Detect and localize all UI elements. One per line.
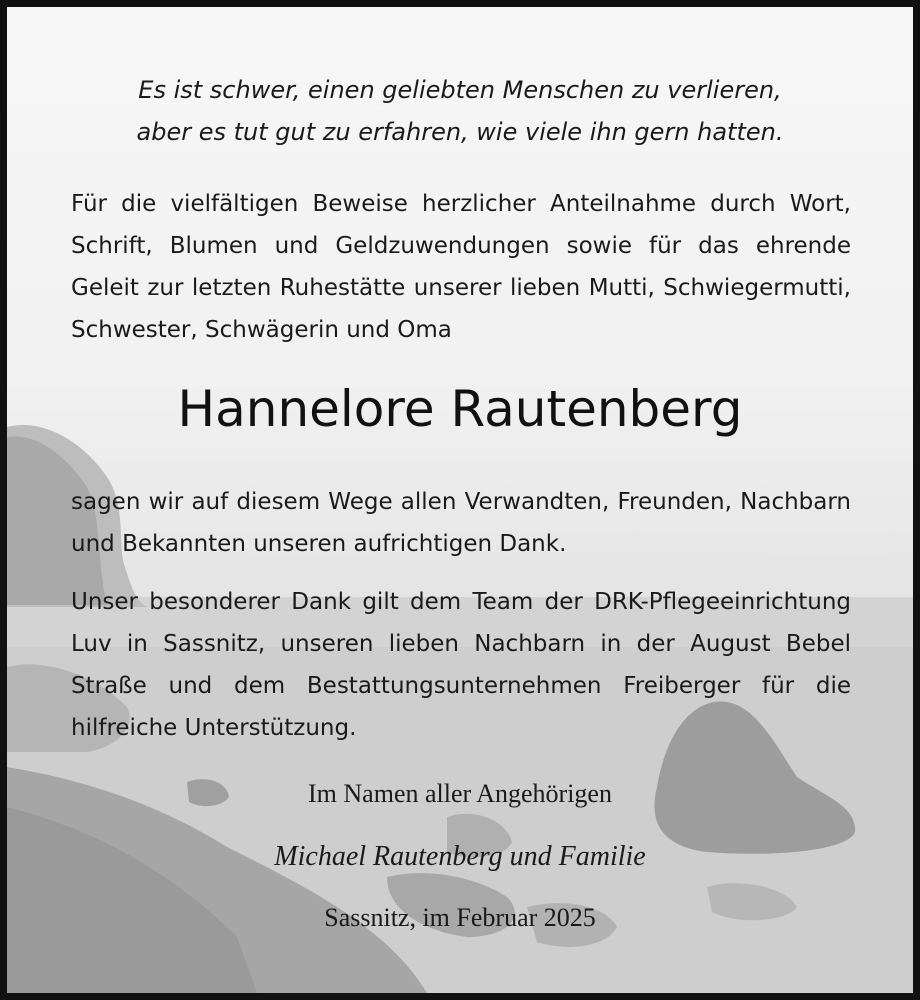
- motto-line-1: Es ist schwer, einen geliebten Menschen zu verlieren,: [138, 76, 782, 104]
- motto-quote: [47, 69, 873, 153]
- on-behalf-line: Im Namen aller Angehörigen: [308, 779, 612, 808]
- deceased-name: Hannelore Rautenberg: [177, 380, 743, 438]
- motto-line-2: aber es tut gut zu erfahren, wie viele ihn gern hatten.: [136, 118, 784, 146]
- thanks-paragraph: sagen wir auf diesem Wege allen Verwandten, Freunden, Nachbarn und Bekannten unseren aufrichtigen Dank.: [71, 489, 851, 557]
- place-date-line: Sassnitz, im Februar 2025: [324, 903, 596, 932]
- obituary-content: [7, 7, 913, 993]
- special-thanks-paragraph: Unser besonderer Dank gilt dem Team der DRK-Pflegeeinrichtung Luv in Sassnitz, unseren lieben Nachbarn in der August Bebel Straße und dem Bestattungsunternehmen Freiberger für die hilfreiche Unterstützung.: [71, 589, 851, 741]
- family-signature: Michael Rautenberg und Familie: [274, 841, 646, 872]
- intro-paragraph: Für die vielfältigen Beweise herzlicher Anteilnahme durch Wort, Schrift, Blumen und Geldzuwendungen sowie für das ehrende Geleit zur letzten Ruhestätte unserer lieben Mutti, Schwiegermutti, Schwester, Schwägerin und Oma: [71, 191, 851, 343]
